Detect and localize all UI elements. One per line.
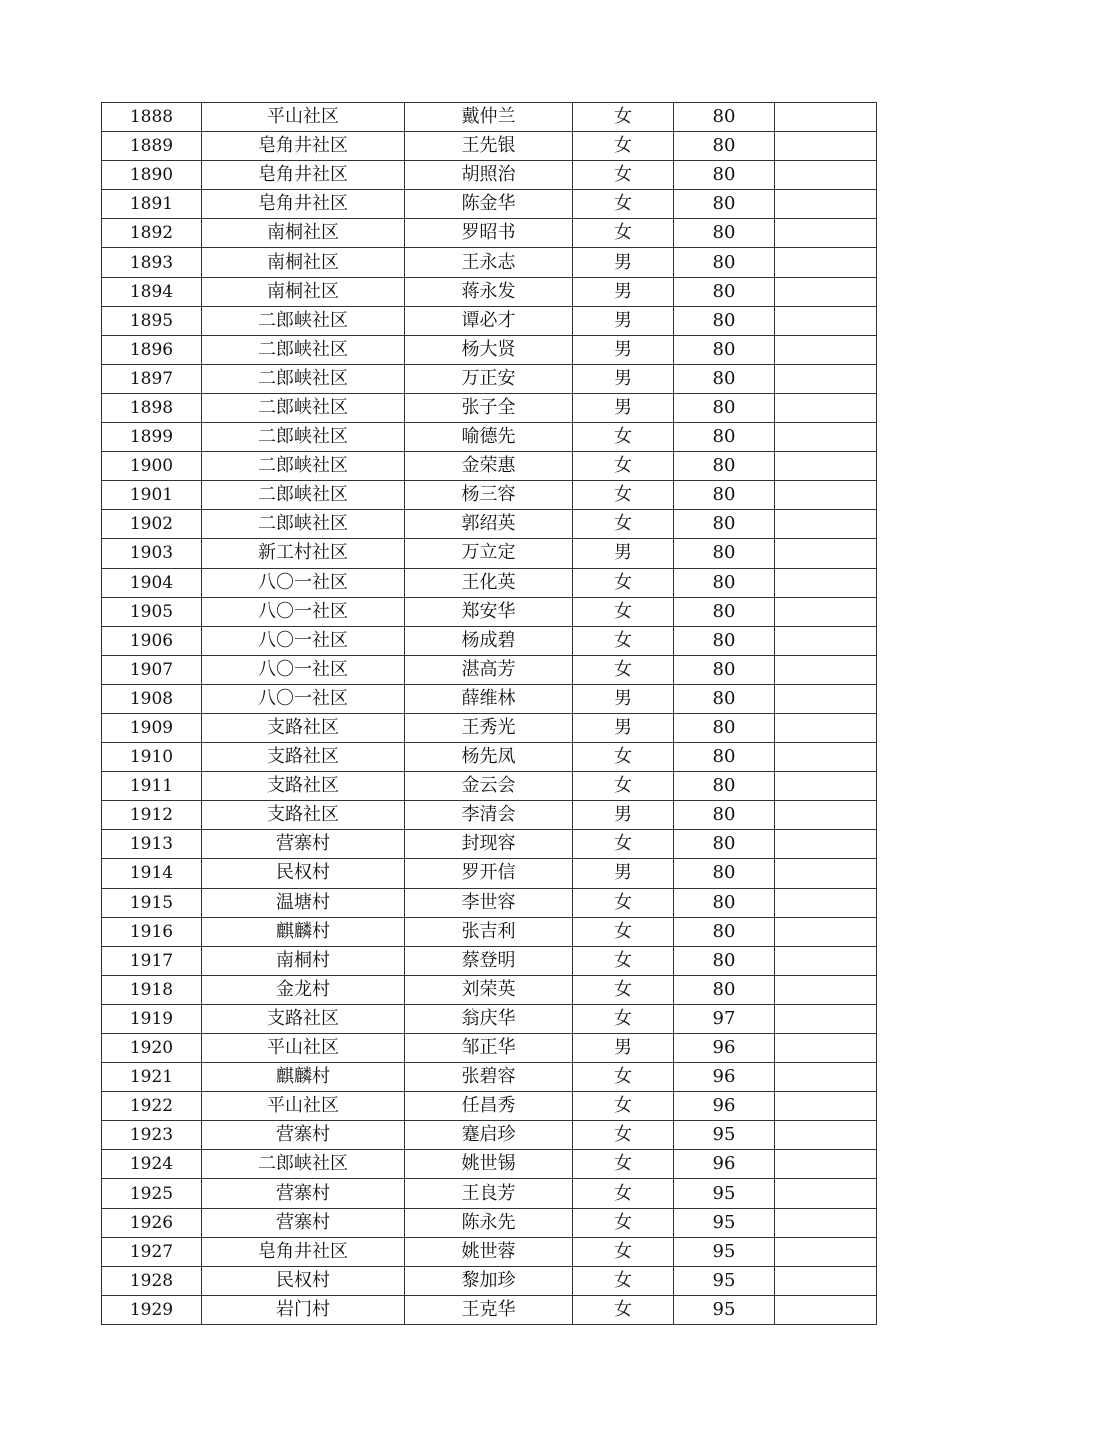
table-row (102, 1237, 877, 1266)
serial-number-cell: 1920 (102, 1034, 202, 1063)
table-row (102, 335, 877, 364)
community-cell: 皂角井社区 (202, 161, 405, 190)
community-cell: 支路社区 (202, 772, 405, 801)
age-cell: 96 (674, 1150, 775, 1179)
remark-cell (775, 306, 877, 335)
remark-cell (775, 655, 877, 684)
name-cell: 罗开信 (405, 859, 573, 888)
community-cell: 营寨村 (202, 1208, 405, 1237)
gender-cell: 男 (573, 713, 674, 742)
serial-number-cell: 1890 (102, 161, 202, 190)
remark-cell (775, 103, 877, 132)
community-cell: 支路社区 (202, 1004, 405, 1033)
serial-number-cell: 1906 (102, 626, 202, 655)
name-cell: 郑安华 (405, 597, 573, 626)
remark-cell (775, 1034, 877, 1063)
table-row (102, 103, 877, 132)
age-cell: 80 (674, 801, 775, 830)
remark-cell (775, 626, 877, 655)
table-row (102, 161, 877, 190)
serial-number-cell: 1905 (102, 597, 202, 626)
community-cell: 民权村 (202, 1266, 405, 1295)
community-cell: 南桐社区 (202, 277, 405, 306)
gender-cell: 女 (573, 190, 674, 219)
age-cell: 95 (674, 1179, 775, 1208)
gender-cell: 女 (573, 1179, 674, 1208)
community-cell: 二郎峡社区 (202, 1150, 405, 1179)
community-cell: 南桐社区 (202, 248, 405, 277)
community-cell: 新工村社区 (202, 539, 405, 568)
community-cell: 平山社区 (202, 1034, 405, 1063)
serial-number-cell: 1895 (102, 306, 202, 335)
gender-cell: 女 (573, 1092, 674, 1121)
name-cell: 杨先凤 (405, 743, 573, 772)
serial-number-cell: 1896 (102, 335, 202, 364)
name-cell: 李清会 (405, 801, 573, 830)
name-cell: 封现容 (405, 830, 573, 859)
age-cell: 80 (674, 772, 775, 801)
age-cell: 96 (674, 1034, 775, 1063)
gender-cell: 女 (573, 1208, 674, 1237)
remark-cell (775, 219, 877, 248)
age-cell: 95 (674, 1121, 775, 1150)
gender-cell: 女 (573, 1237, 674, 1266)
table-row (102, 1004, 877, 1033)
serial-number-cell: 1927 (102, 1237, 202, 1266)
age-cell: 80 (674, 510, 775, 539)
community-cell: 皂角井社区 (202, 1237, 405, 1266)
gender-cell: 女 (573, 830, 674, 859)
name-cell: 金荣惠 (405, 452, 573, 481)
serial-number-cell: 1925 (102, 1179, 202, 1208)
name-cell: 杨三容 (405, 481, 573, 510)
name-cell: 郭绍英 (405, 510, 573, 539)
name-cell: 任昌秀 (405, 1092, 573, 1121)
gender-cell: 女 (573, 946, 674, 975)
table-row (102, 975, 877, 1004)
age-cell: 80 (674, 423, 775, 452)
table-row (102, 713, 877, 742)
table-row (102, 248, 877, 277)
serial-number-cell: 1915 (102, 888, 202, 917)
serial-number-cell: 1899 (102, 423, 202, 452)
gender-cell: 女 (573, 917, 674, 946)
table-row (102, 481, 877, 510)
table-row (102, 1034, 877, 1063)
table-row (102, 859, 877, 888)
serial-number-cell: 1913 (102, 830, 202, 859)
community-cell: 支路社区 (202, 801, 405, 830)
age-cell: 80 (674, 684, 775, 713)
community-cell: 支路社区 (202, 743, 405, 772)
remark-cell (775, 132, 877, 161)
remark-cell (775, 277, 877, 306)
remark-cell (775, 364, 877, 393)
gender-cell: 男 (573, 277, 674, 306)
community-cell: 平山社区 (202, 1092, 405, 1121)
name-cell: 蔡登明 (405, 946, 573, 975)
community-cell: 岩门村 (202, 1295, 405, 1324)
gender-cell: 女 (573, 219, 674, 248)
age-cell: 80 (674, 888, 775, 917)
age-cell: 80 (674, 364, 775, 393)
age-cell: 80 (674, 161, 775, 190)
table-row (102, 1179, 877, 1208)
name-cell: 张子全 (405, 393, 573, 422)
remark-cell (775, 772, 877, 801)
community-cell: 二郎峡社区 (202, 481, 405, 510)
serial-number-cell: 1918 (102, 975, 202, 1004)
name-cell: 邹正华 (405, 1034, 573, 1063)
age-cell: 80 (674, 103, 775, 132)
community-cell: 麒麟村 (202, 917, 405, 946)
age-cell: 80 (674, 597, 775, 626)
gender-cell: 女 (573, 597, 674, 626)
community-cell: 八〇一社区 (202, 568, 405, 597)
community-cell: 金龙村 (202, 975, 405, 1004)
community-cell: 营寨村 (202, 1121, 405, 1150)
gender-cell: 女 (573, 1063, 674, 1092)
remark-cell (775, 190, 877, 219)
serial-number-cell: 1897 (102, 364, 202, 393)
gender-cell: 男 (573, 364, 674, 393)
community-cell: 二郎峡社区 (202, 335, 405, 364)
serial-number-cell: 1919 (102, 1004, 202, 1033)
name-cell: 杨成碧 (405, 626, 573, 655)
table-row (102, 1208, 877, 1237)
community-cell: 二郎峡社区 (202, 306, 405, 335)
remark-cell (775, 1179, 877, 1208)
name-cell: 王克华 (405, 1295, 573, 1324)
remark-cell (775, 393, 877, 422)
table-row (102, 1295, 877, 1324)
serial-number-cell: 1889 (102, 132, 202, 161)
table-row (102, 1266, 877, 1295)
community-cell: 八〇一社区 (202, 684, 405, 713)
gender-cell: 女 (573, 1004, 674, 1033)
name-cell: 姚世锡 (405, 1150, 573, 1179)
serial-number-cell: 1911 (102, 772, 202, 801)
community-cell: 八〇一社区 (202, 597, 405, 626)
community-cell: 二郎峡社区 (202, 393, 405, 422)
table-row (102, 772, 877, 801)
serial-number-cell: 1904 (102, 568, 202, 597)
age-cell: 95 (674, 1266, 775, 1295)
table-row (102, 568, 877, 597)
remark-cell (775, 888, 877, 917)
serial-number-cell: 1888 (102, 103, 202, 132)
gender-cell: 男 (573, 859, 674, 888)
community-cell: 民权村 (202, 859, 405, 888)
age-cell: 80 (674, 975, 775, 1004)
serial-number-cell: 1916 (102, 917, 202, 946)
name-cell: 戴仲兰 (405, 103, 573, 132)
gender-cell: 男 (573, 393, 674, 422)
age-cell: 80 (674, 743, 775, 772)
serial-number-cell: 1909 (102, 713, 202, 742)
name-cell: 王永志 (405, 248, 573, 277)
table-row (102, 539, 877, 568)
age-cell: 95 (674, 1208, 775, 1237)
gender-cell: 女 (573, 452, 674, 481)
table-row (102, 364, 877, 393)
remark-cell (775, 1237, 877, 1266)
remark-cell (775, 568, 877, 597)
serial-number-cell: 1929 (102, 1295, 202, 1324)
name-cell: 蒋永发 (405, 277, 573, 306)
serial-number-cell: 1908 (102, 684, 202, 713)
remark-cell (775, 423, 877, 452)
age-cell: 80 (674, 655, 775, 684)
gender-cell: 女 (573, 510, 674, 539)
remark-cell (775, 452, 877, 481)
table-row (102, 132, 877, 161)
table-row (102, 423, 877, 452)
age-cell: 80 (674, 132, 775, 161)
table-row (102, 510, 877, 539)
remark-cell (775, 481, 877, 510)
table-row (102, 655, 877, 684)
age-cell: 97 (674, 1004, 775, 1033)
remark-cell (775, 830, 877, 859)
community-cell: 支路社区 (202, 713, 405, 742)
serial-number-cell: 1924 (102, 1150, 202, 1179)
serial-number-cell: 1903 (102, 539, 202, 568)
name-cell: 王先银 (405, 132, 573, 161)
gender-cell: 女 (573, 1150, 674, 1179)
gender-cell: 女 (573, 626, 674, 655)
age-cell: 96 (674, 1092, 775, 1121)
table-row (102, 393, 877, 422)
table-row (102, 830, 877, 859)
remark-cell (775, 510, 877, 539)
table-row (102, 1092, 877, 1121)
name-cell: 王良芳 (405, 1179, 573, 1208)
remark-cell (775, 801, 877, 830)
serial-number-cell: 1922 (102, 1092, 202, 1121)
serial-number-cell: 1923 (102, 1121, 202, 1150)
table-row (102, 888, 877, 917)
remark-cell (775, 1266, 877, 1295)
remark-cell (775, 859, 877, 888)
gender-cell: 男 (573, 684, 674, 713)
community-cell: 二郎峡社区 (202, 423, 405, 452)
name-cell: 陈永先 (405, 1208, 573, 1237)
age-cell: 80 (674, 539, 775, 568)
remark-cell (775, 1295, 877, 1324)
remark-cell (775, 248, 877, 277)
name-cell: 李世容 (405, 888, 573, 917)
age-cell: 80 (674, 713, 775, 742)
serial-number-cell: 1898 (102, 393, 202, 422)
data-table (101, 102, 877, 1325)
serial-number-cell: 1901 (102, 481, 202, 510)
name-cell: 湛高芳 (405, 655, 573, 684)
age-cell: 80 (674, 481, 775, 510)
gender-cell: 女 (573, 888, 674, 917)
table-row (102, 917, 877, 946)
name-cell: 金云会 (405, 772, 573, 801)
gender-cell: 女 (573, 103, 674, 132)
name-cell: 谭必才 (405, 306, 573, 335)
gender-cell: 男 (573, 335, 674, 364)
remark-cell (775, 1150, 877, 1179)
name-cell: 万正安 (405, 364, 573, 393)
serial-number-cell: 1917 (102, 946, 202, 975)
table-row (102, 452, 877, 481)
table-row (102, 277, 877, 306)
community-cell: 皂角井社区 (202, 190, 405, 219)
serial-number-cell: 1914 (102, 859, 202, 888)
gender-cell: 女 (573, 1121, 674, 1150)
age-cell: 80 (674, 277, 775, 306)
age-cell: 80 (674, 306, 775, 335)
remark-cell (775, 1004, 877, 1033)
name-cell: 刘荣英 (405, 975, 573, 1004)
age-cell: 80 (674, 393, 775, 422)
age-cell: 80 (674, 917, 775, 946)
gender-cell: 女 (573, 481, 674, 510)
remark-cell (775, 1208, 877, 1237)
table-row (102, 306, 877, 335)
age-cell: 95 (674, 1237, 775, 1266)
remark-cell (775, 1063, 877, 1092)
remark-cell (775, 1092, 877, 1121)
table-row (102, 1121, 877, 1150)
gender-cell: 男 (573, 801, 674, 830)
age-cell: 80 (674, 830, 775, 859)
gender-cell: 女 (573, 655, 674, 684)
remark-cell (775, 539, 877, 568)
remark-cell (775, 597, 877, 626)
community-cell: 南桐社区 (202, 219, 405, 248)
name-cell: 喻德先 (405, 423, 573, 452)
community-cell: 二郎峡社区 (202, 364, 405, 393)
age-cell: 80 (674, 452, 775, 481)
gender-cell: 女 (573, 161, 674, 190)
name-cell: 罗昭书 (405, 219, 573, 248)
age-cell: 95 (674, 1295, 775, 1324)
serial-number-cell: 1912 (102, 801, 202, 830)
serial-number-cell: 1921 (102, 1063, 202, 1092)
serial-number-cell: 1894 (102, 277, 202, 306)
gender-cell: 女 (573, 568, 674, 597)
age-cell: 80 (674, 190, 775, 219)
community-cell: 八〇一社区 (202, 626, 405, 655)
gender-cell: 女 (573, 1266, 674, 1295)
community-cell: 平山社区 (202, 103, 405, 132)
remark-cell (775, 743, 877, 772)
table-row (102, 801, 877, 830)
name-cell: 张吉利 (405, 917, 573, 946)
community-cell: 麒麟村 (202, 1063, 405, 1092)
serial-number-cell: 1928 (102, 1266, 202, 1295)
community-cell: 二郎峡社区 (202, 452, 405, 481)
table-body (102, 103, 877, 1325)
community-cell: 二郎峡社区 (202, 510, 405, 539)
community-cell: 南桐村 (202, 946, 405, 975)
remark-cell (775, 917, 877, 946)
table-row (102, 1063, 877, 1092)
serial-number-cell: 1910 (102, 743, 202, 772)
age-cell: 80 (674, 946, 775, 975)
name-cell: 王化英 (405, 568, 573, 597)
age-cell: 80 (674, 248, 775, 277)
serial-number-cell: 1902 (102, 510, 202, 539)
community-cell: 温塘村 (202, 888, 405, 917)
remark-cell (775, 975, 877, 1004)
age-cell: 96 (674, 1063, 775, 1092)
name-cell: 黎加珍 (405, 1266, 573, 1295)
gender-cell: 男 (573, 1034, 674, 1063)
table-row (102, 190, 877, 219)
community-cell: 皂角井社区 (202, 132, 405, 161)
serial-number-cell: 1893 (102, 248, 202, 277)
name-cell: 姚世蓉 (405, 1237, 573, 1266)
remark-cell (775, 684, 877, 713)
remark-cell (775, 1121, 877, 1150)
age-cell: 80 (674, 335, 775, 364)
name-cell: 陈金华 (405, 190, 573, 219)
age-cell: 80 (674, 626, 775, 655)
age-cell: 80 (674, 568, 775, 597)
name-cell: 张碧容 (405, 1063, 573, 1092)
serial-number-cell: 1900 (102, 452, 202, 481)
gender-cell: 女 (573, 132, 674, 161)
name-cell: 薛维林 (405, 684, 573, 713)
name-cell: 王秀光 (405, 713, 573, 742)
serial-number-cell: 1892 (102, 219, 202, 248)
table-row (102, 946, 877, 975)
serial-number-cell: 1926 (102, 1208, 202, 1237)
table-row (102, 597, 877, 626)
gender-cell: 男 (573, 539, 674, 568)
gender-cell: 女 (573, 772, 674, 801)
age-cell: 80 (674, 219, 775, 248)
gender-cell: 女 (573, 743, 674, 772)
serial-number-cell: 1907 (102, 655, 202, 684)
name-cell: 杨大贤 (405, 335, 573, 364)
table-row (102, 743, 877, 772)
gender-cell: 女 (573, 423, 674, 452)
remark-cell (775, 946, 877, 975)
name-cell: 胡照治 (405, 161, 573, 190)
gender-cell: 女 (573, 1295, 674, 1324)
table-row (102, 684, 877, 713)
table-row (102, 219, 877, 248)
serial-number-cell: 1891 (102, 190, 202, 219)
name-cell: 蹇启珍 (405, 1121, 573, 1150)
community-cell: 营寨村 (202, 1179, 405, 1208)
age-cell: 80 (674, 859, 775, 888)
community-cell: 八〇一社区 (202, 655, 405, 684)
name-cell: 翁庆华 (405, 1004, 573, 1033)
name-cell: 万立定 (405, 539, 573, 568)
remark-cell (775, 161, 877, 190)
gender-cell: 男 (573, 306, 674, 335)
gender-cell: 男 (573, 248, 674, 277)
community-cell: 营寨村 (202, 830, 405, 859)
table-row (102, 1150, 877, 1179)
gender-cell: 女 (573, 975, 674, 1004)
remark-cell (775, 335, 877, 364)
remark-cell (775, 713, 877, 742)
table-row (102, 626, 877, 655)
